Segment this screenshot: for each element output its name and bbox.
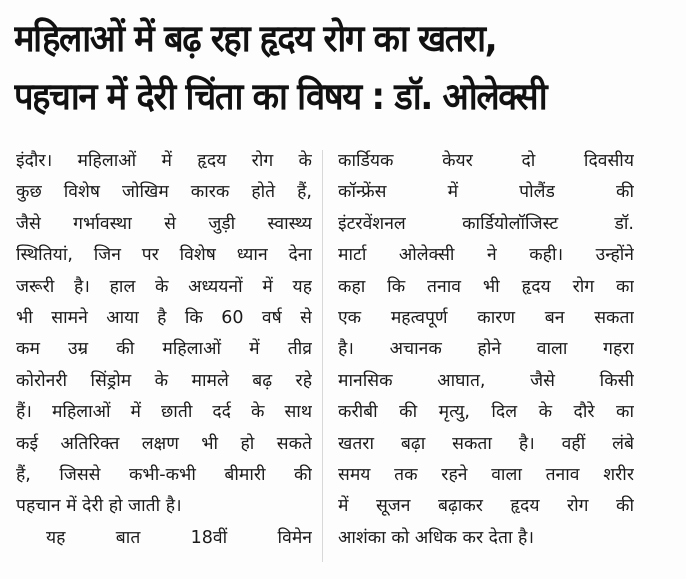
body-line: कुछ विशेष जोखिम कारक होते हैं, xyxy=(16,182,312,203)
body-line: पहचान में देरी हो जाती है। xyxy=(16,496,182,517)
body-line: खतरा बढ़ा सकता है। वहीं लंबे xyxy=(338,433,634,454)
body-line: मार्टा ओलेक्सी ने कही। उन्होंने xyxy=(338,245,634,266)
body-line: हैं। महिलाओं में छाती दर्द के साथ xyxy=(16,402,312,423)
headline-line-1: महिलाओं में बढ़ रहा हृदय रोग का खतरा, xyxy=(14,17,497,60)
body-line: है। अचानक होने वाला गहरा xyxy=(338,339,634,360)
body-line: कई अतिरिक्त लक्षण भी हो सकते xyxy=(16,433,312,454)
body-line: जैसे गर्भावस्था से जुड़ी स्वास्थ्य xyxy=(16,213,312,234)
body-line: आशंका को अधिक कर देता है। xyxy=(338,527,534,548)
body-line: कम उम्र की महिलाओं में तीव्र xyxy=(16,339,312,360)
article-column-left xyxy=(16,146,312,554)
body-line: इंटरवेंशनल कार्डियोलॉजिस्ट डॉ. xyxy=(338,213,634,234)
body-line: एक महत्वपूर्ण कारण बन सकता xyxy=(338,307,634,328)
body-line: मानसिक आघात, जैसे किसी xyxy=(338,370,634,391)
body-line: जरूरी है। हाल के अध्ययनों में यह xyxy=(16,276,312,297)
body-line: समय तक रहने वाला तनाव शरीर xyxy=(338,464,634,485)
body-line: कॉन्फ्रेंस में पोलैंड की xyxy=(338,182,634,203)
body-line: कार्डियक केयर दो दिवसीय xyxy=(338,151,634,171)
body-line: भी सामने आया है कि 60 वर्ष से xyxy=(16,307,312,328)
body-line: हैं, जिससे कभी-कभी बीमारी की xyxy=(16,464,312,485)
body-line: इंदौर। महिलाओं में हृदय रोग के xyxy=(16,151,312,171)
headline-line-2: पहचान में देरी चिंता का विषय : डॉ. ओलेक्सी xyxy=(14,75,547,118)
article-column-right xyxy=(338,146,634,554)
column-divider xyxy=(322,150,323,562)
body-line: में सूजन बढ़ाकर हृदय रोग की xyxy=(338,496,634,517)
body-line: कोरोनरी सिंड्रोम के मामले बढ़ रहे xyxy=(16,370,312,391)
body-line: यह बात 18वीं विमेन xyxy=(46,527,312,548)
body-line: स्थितियां, जिन पर विशेष ध्यान देना xyxy=(16,245,312,266)
body-line: करीबी की मृत्यु, दिल के दौरे का xyxy=(338,402,634,423)
body-line: कहा कि तनाव भी हृदय रोग का xyxy=(338,276,634,297)
